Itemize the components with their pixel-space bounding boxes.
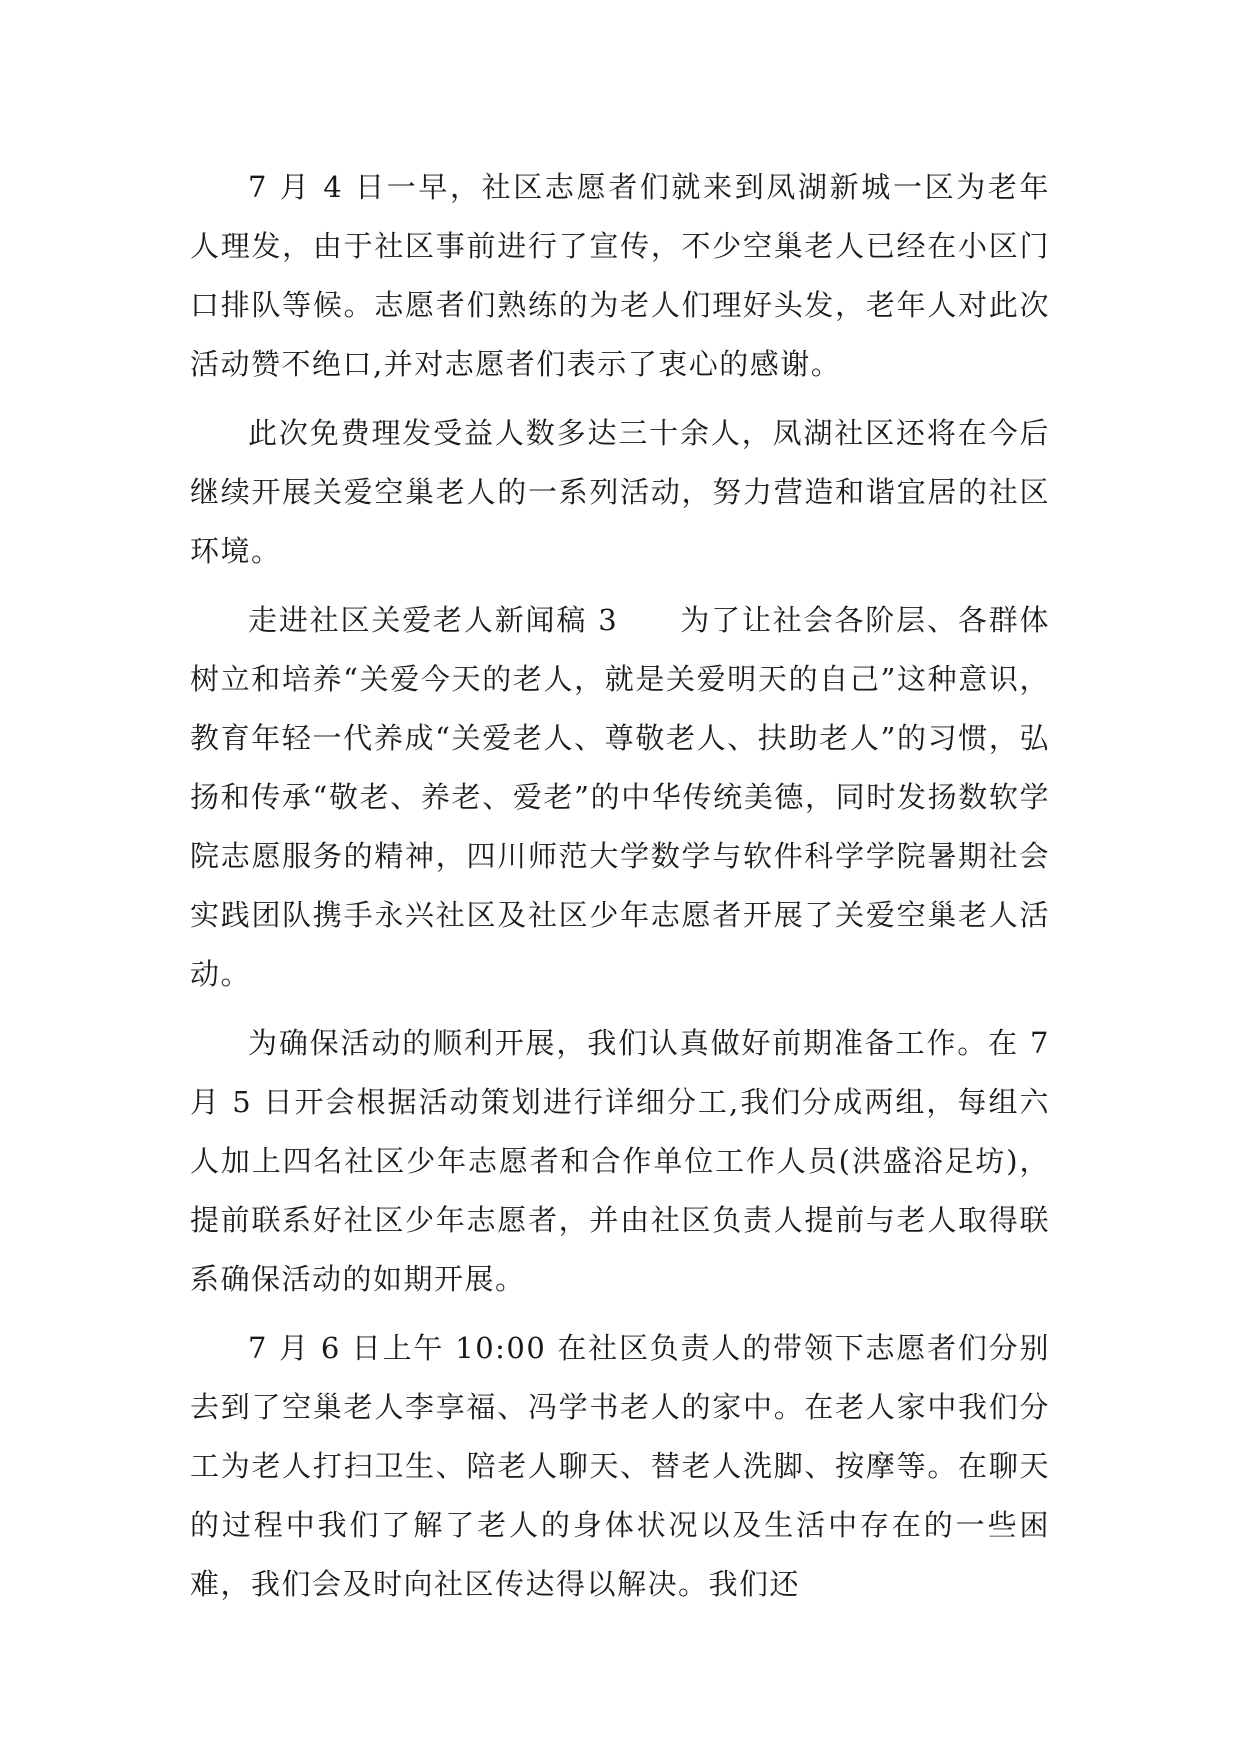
document-body: [190, 158, 1050, 1614]
paragraph-news-3-intro: 走进社区关爱老人新闻稿 3 为了让社会各阶层、各群体树立和培养“关爱今天的老人，就是关爱明天的自己”这种意识，教育年轻一代养成“关爱老人、尊敬老人、扶助老人”的习惯，弘扬和传承“敬老、养老、爱老”的中华传统美德，同时发扬数软学院志愿服务的精神，四川师范大学数学与软件科学学院暑期社会实践团队携手永兴社区及社区少年志愿者开展了关爱空巢老人活动。: [190, 603, 1050, 991]
paragraph-beneficiaries: 此次免费理发受益人数多达三十余人，凤湖社区还将在今后继续开展关爱空巢老人的一系列活动，努力营造和谐宜居的社区环境。: [190, 416, 1050, 568]
paragraph-preparation: 为确保活动的顺利开展，我们认真做好前期准备工作。在 7 月 5 日开会根据活动策划进行详细分工,我们分成两组，每组六人加上四名社区少年志愿者和合作单位工作人员(洪盛浴足坊)，提前联系好社区少年志愿者，并由社区负责人提前与老人取得联系确保活动的如期开展。: [190, 1026, 1050, 1296]
paragraph-haircut-event: 7 月 4 日一早，社区志愿者们就来到凤湖新城一区为老年人理发，由于社区事前进行了宣传，不少空巢老人已经在小区门口排队等候。志愿者们熟练的为老人们理好头发，老年人对此次活动赞不绝口,并对志愿者们表示了衷心的感谢。: [190, 170, 1050, 381]
paragraph-home-visit: 7 月 6 日上午 10:00 在社区负责人的带领下志愿者们分别去到了空巢老人李享福、冯学书老人的家中。在老人家中我们分工为老人打扫卫生、陪老人聊天、替老人洗脚、按摩等。在聊天的过程中我们了解了老人的身体状况以及生活中存在的一些困难，我们会及时向社区传达得以解决。我们还: [190, 1331, 1050, 1601]
